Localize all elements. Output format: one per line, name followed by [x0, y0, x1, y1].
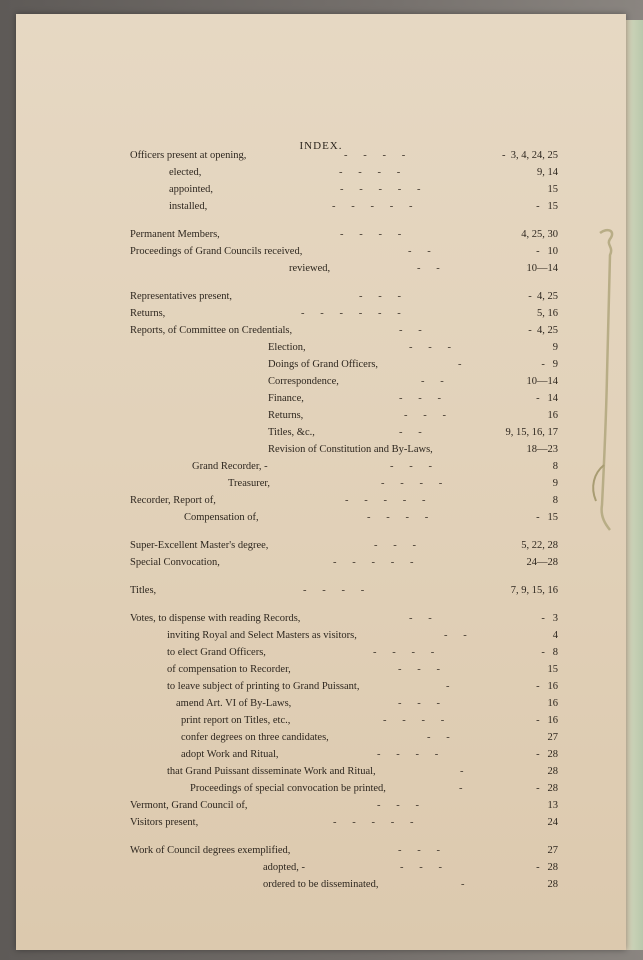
entry-leaders: - - -	[398, 664, 440, 675]
entry-text: print report on Titles, etc.,	[181, 715, 291, 726]
index-entry	[16, 150, 626, 165]
entry-pages: - 16	[536, 715, 558, 726]
entry-leaders: -	[460, 766, 464, 777]
entry-text: Visitors present,	[130, 817, 199, 828]
entry-pages: 9	[552, 342, 558, 353]
entry-pages: - 4, 25	[528, 291, 558, 302]
entry-pages: 9, 14	[537, 167, 558, 178]
entry-leaders: - - - -	[340, 229, 402, 240]
entry-leaders: - - -	[404, 410, 446, 421]
entry-text: Correspondence,	[268, 376, 339, 387]
entry-pages: 16	[547, 410, 558, 421]
entry-pages: 13	[547, 800, 558, 811]
index-entry	[16, 184, 626, 199]
entry-text: Representatives present,	[130, 291, 233, 302]
entry-pages: 10—14	[526, 376, 558, 387]
index-entry	[16, 359, 626, 374]
entry-text: of compensation to Recorder,	[167, 664, 291, 675]
entry-text: Super-Excellent Master's degree,	[130, 540, 269, 551]
entry-text: that Grand Puissant disseminate Work and Ritual,	[167, 766, 376, 777]
entry-leaders: - -	[417, 263, 440, 274]
entry-pages: 28	[547, 766, 558, 777]
entry-text: confer degrees on three candidates,	[181, 732, 329, 743]
index-entries	[16, 14, 626, 950]
entry-pages: 15	[547, 664, 558, 675]
entry-leaders: - -	[427, 732, 450, 743]
entry-leaders: - - -	[399, 393, 441, 404]
entry-leaders: - - - -	[303, 585, 365, 596]
entry-text: Permanent Members,	[130, 229, 220, 240]
index-entry	[16, 201, 626, 216]
index-entry	[16, 783, 626, 798]
entry-text: Recorder, Report of,	[130, 495, 216, 506]
index-title: INDEX.	[299, 140, 343, 152]
index-entry	[16, 325, 626, 340]
entry-pages: - 15	[536, 512, 558, 523]
index-entry	[16, 512, 626, 527]
entry-text: Returns,	[130, 308, 166, 319]
index-entry	[16, 393, 626, 408]
entry-leaders: - - - - -	[333, 557, 414, 568]
entry-text: amend Art. VI of By-Laws,	[176, 698, 292, 709]
entry-leaders: - - -	[374, 540, 416, 551]
entry-leaders: - - - - -	[333, 817, 414, 828]
entry-leaders: - - - -	[367, 512, 429, 523]
entry-text: Finance,	[268, 393, 304, 404]
entry-leaders: - - -	[398, 845, 440, 856]
index-entry	[16, 613, 626, 628]
entry-leaders: - -	[399, 325, 422, 336]
entry-leaders: - - - -	[339, 167, 401, 178]
index-entry	[16, 557, 626, 572]
entry-text: Proceedings of Grand Councils received,	[130, 246, 303, 257]
entry-pages: 16	[547, 698, 558, 709]
entry-leaders: - -	[408, 246, 431, 257]
entry-leaders: - - - - -	[340, 184, 421, 195]
entry-text: Titles,	[130, 585, 157, 596]
index-entry	[16, 376, 626, 391]
entry-text: elected,	[169, 167, 202, 178]
entry-leaders: -	[446, 681, 450, 692]
entry-text: Compensation of,	[184, 512, 259, 523]
index-entry	[16, 879, 626, 894]
entry-text: Revision of Constitution and By-Laws,	[268, 444, 433, 455]
index-entry	[16, 444, 626, 459]
entry-text: inviting Royal and Select Masters as visitors,	[167, 630, 357, 641]
index-entry	[16, 585, 626, 600]
index-entry	[16, 817, 626, 832]
index-entry	[16, 427, 626, 442]
entry-pages: - 14	[536, 393, 558, 404]
index-entry	[16, 246, 626, 261]
entry-pages: 5, 16	[537, 308, 558, 319]
entry-text: Grand Recorder, -	[192, 461, 268, 472]
index-entry	[16, 308, 626, 323]
entry-pages: - 16	[536, 681, 558, 692]
entry-text: installed,	[169, 201, 208, 212]
entry-leaders: - - -	[409, 342, 451, 353]
entry-leaders: - -	[421, 376, 444, 387]
index-entry	[16, 766, 626, 781]
entry-pages: 9, 15, 16, 17	[505, 427, 558, 438]
entry-leaders: - - - -	[377, 749, 439, 760]
entry-text: Reports, of Committee on Credentials,	[130, 325, 293, 336]
entry-pages: 24	[547, 817, 558, 828]
entry-leaders: - - - -	[383, 715, 445, 726]
index-entry	[16, 495, 626, 510]
entry-pages: 24—28	[526, 557, 558, 568]
entry-leaders: - - -	[398, 698, 440, 709]
entry-leaders: -	[459, 783, 463, 794]
entry-pages: 18—23	[526, 444, 558, 455]
index-entry	[16, 630, 626, 645]
index-entry	[16, 715, 626, 730]
index-entry	[16, 410, 626, 425]
entry-leaders: - - - - -	[332, 201, 413, 212]
entry-text: to elect Grand Officers,	[167, 647, 266, 658]
index-entry	[16, 478, 626, 493]
entry-text: Proceedings of special convocation be printed,	[190, 783, 386, 794]
entry-text: adopt Work and Ritual,	[181, 749, 279, 760]
entry-text: reviewed,	[289, 263, 331, 274]
index-entry	[16, 342, 626, 357]
entry-pages: 27	[547, 845, 558, 856]
index-entry	[16, 263, 626, 278]
entry-pages: - 10	[536, 246, 558, 257]
entry-leaders: - -	[399, 427, 422, 438]
index-entry	[16, 862, 626, 877]
entry-text: Vermont, Grand Council of,	[130, 800, 248, 811]
entry-leaders: - - - - -	[345, 495, 426, 506]
entry-leaders: - -	[409, 613, 432, 624]
entry-pages: 10—14	[526, 263, 558, 274]
entry-pages: - 28	[536, 862, 558, 873]
index-entry	[16, 647, 626, 662]
entry-text: Doings of Grand Officers,	[268, 359, 379, 370]
entry-pages: - 15	[536, 201, 558, 212]
entry-pages: 8	[552, 495, 558, 506]
entry-text: Titles, &c.,	[268, 427, 315, 438]
entry-pages: 8	[552, 461, 558, 472]
index-entry	[16, 664, 626, 679]
entry-text: Election,	[268, 342, 306, 353]
index-entry	[16, 461, 626, 476]
index-entry	[16, 749, 626, 764]
entry-pages: 7, 9, 15, 16	[510, 585, 558, 596]
index-entry	[16, 732, 626, 747]
index-entry	[16, 698, 626, 713]
entry-pages: - 3	[541, 613, 558, 624]
entry-pages: 27	[547, 732, 558, 743]
entry-leaders: - - -	[377, 800, 419, 811]
entry-text: adopted, -	[263, 862, 305, 873]
entry-pages: - 9	[541, 359, 558, 370]
entry-leaders: - - - -	[373, 647, 435, 658]
index-entry	[16, 291, 626, 306]
document-page	[16, 14, 626, 950]
entry-text: to leave subject of printing to Grand Puissant,	[167, 681, 360, 692]
entry-text: Votes, to dispense with reading Records,	[130, 613, 301, 624]
entry-text: ordered to be disseminated,	[263, 879, 379, 890]
entry-pages: - 28	[536, 749, 558, 760]
entry-pages: - 4, 25	[528, 325, 558, 336]
entry-leaders: - - -	[400, 862, 442, 873]
entry-leaders: -	[458, 359, 462, 370]
index-entry	[16, 540, 626, 555]
entry-pages: - 8	[541, 647, 558, 658]
entry-leaders: - - -	[390, 461, 432, 472]
entry-text: Officers present at opening,	[130, 150, 247, 161]
entry-text: Treasurer,	[228, 478, 271, 489]
entry-text: Work of Council degrees exemplified,	[130, 845, 291, 856]
entry-pages: 28	[547, 879, 558, 890]
entry-leaders: - - - -	[381, 478, 443, 489]
index-entry	[16, 800, 626, 815]
entry-text: Special Convocation,	[130, 557, 220, 568]
page-edge	[626, 20, 643, 950]
entry-leaders: - - -	[359, 291, 401, 302]
index-entry	[16, 681, 626, 696]
index-entry	[16, 229, 626, 244]
index-entry	[16, 167, 626, 182]
entry-leaders: - -	[444, 630, 467, 641]
entry-leaders: - - - - - -	[301, 308, 401, 319]
index-entry	[16, 845, 626, 860]
entry-text: appointed,	[169, 184, 214, 195]
entry-pages: 5, 22, 28	[521, 540, 558, 551]
entry-leaders: - - - -	[344, 150, 406, 161]
entry-pages: 4	[552, 630, 558, 641]
entry-pages: - 3, 4, 24, 25	[502, 150, 558, 161]
entry-pages: - 28	[536, 783, 558, 794]
entry-pages: 15	[547, 184, 558, 195]
entry-leaders: -	[461, 879, 465, 890]
entry-text: Returns,	[268, 410, 304, 421]
entry-pages: 4, 25, 30	[521, 229, 558, 240]
entry-pages: 9	[552, 478, 558, 489]
